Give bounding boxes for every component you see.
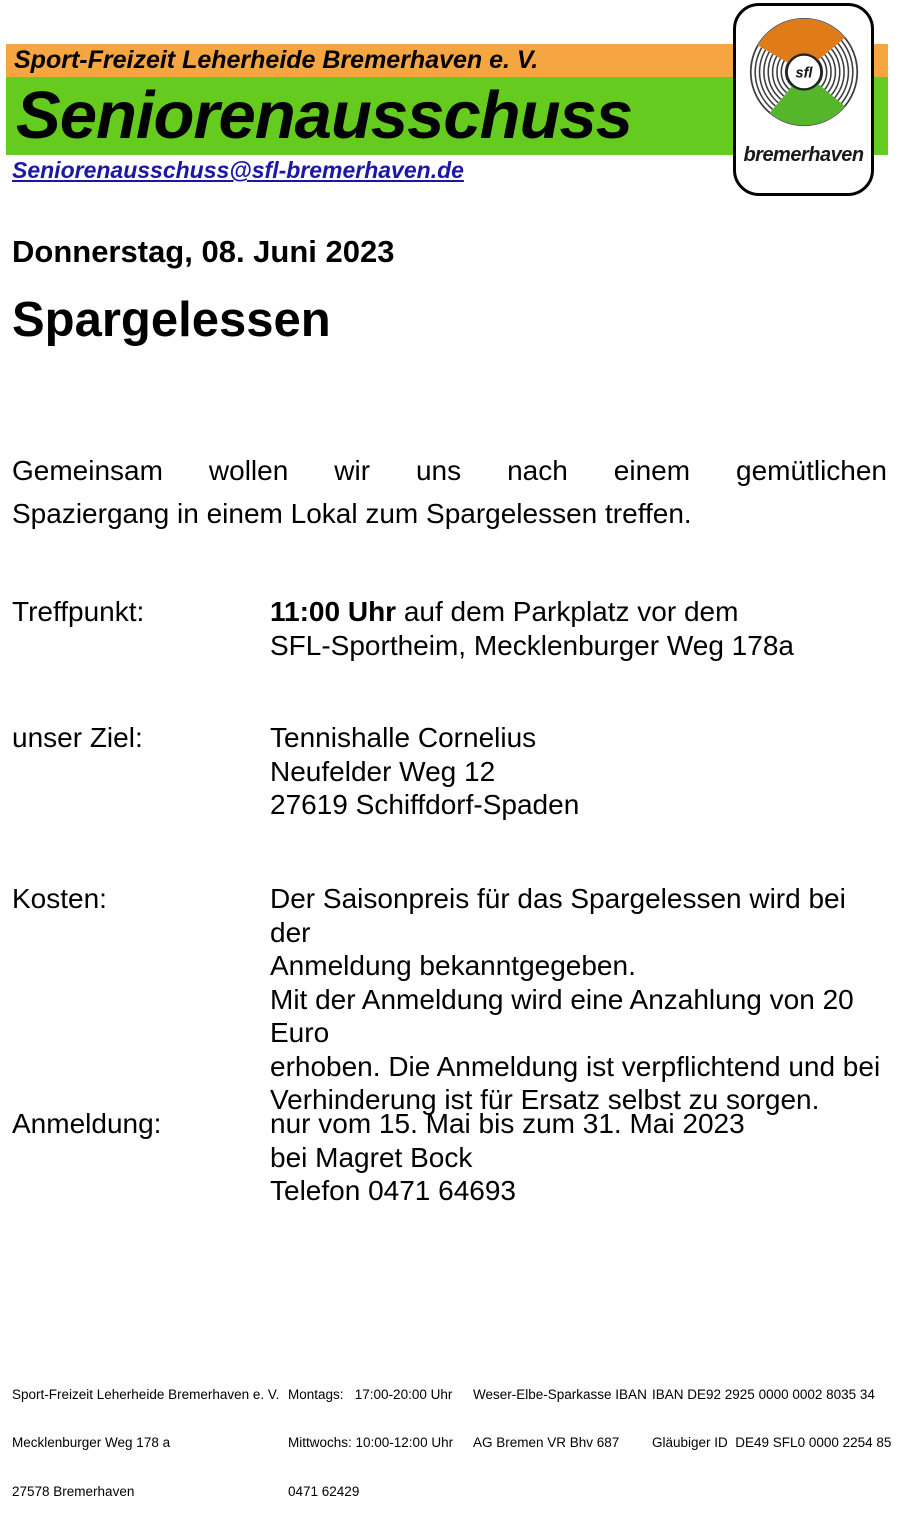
section-treffpunkt [12,595,887,662]
content-line: erhoben. Die Anmeldung ist verpflichtend und bei [270,1050,881,1082]
intro-paragraph [12,449,887,535]
section-content [270,721,887,822]
footer-line: Weser-Elbe-Sparkasse IBAN [473,1386,647,1402]
content-line: Tennishalle Cornelius [270,722,537,753]
footer-line: 27578 Bremerhaven [12,1484,135,1500]
meeting-time: 11:00 Uhr [270,596,397,627]
footer-line: IBAN DE92 2925 0000 0002 8035 34 [652,1386,875,1402]
section-anmeldung [12,1107,887,1208]
content-line: 27619 Schiffdorf-Spaden [270,789,580,820]
section-ziel [12,721,887,822]
intro-line-1: Gemeinsam wollen wir uns nach einem gemütlichen [12,455,887,486]
intro-line-2: Spaziergang in einem Lokal zum Spargelessen treffen. [12,498,692,529]
content-line: Anmeldung bekanntgegeben. [270,950,636,981]
section-content [270,882,887,1117]
section-kosten [12,882,887,1117]
footer-line: Montags: 17:00-20:00 Uhr [288,1386,453,1402]
footer-col-hours [288,1354,453,1533]
section-label: Treffpunkt: [12,596,145,627]
logo-city: bremerhaven [743,144,864,166]
section-content [270,595,887,662]
footer-line: Gläubiger ID DE49 SFL0 0000 2254 85 [652,1435,892,1451]
section-label: unser Ziel: [12,722,143,753]
footer-col-iban [652,1354,891,1484]
footer-line: Sport-Freizeit Leherheide Bremerhaven e. V. [12,1386,280,1402]
footer-line: 0471 62429 [288,1484,360,1500]
org-name: Sport-Freizeit Leherheide Bremerhaven e. V. [14,46,539,74]
club-logo [733,3,874,196]
committee-title: Seniorenausschuss [16,78,633,153]
content-line: Der Saisonpreis für das Spargelessen wird bei der [270,883,846,948]
meeting-place: auf dem Parkplatz vor dem [396,596,739,627]
footer-col-address [12,1354,279,1533]
event-title: Spargelessen [12,293,331,347]
footer-line: AG Bremen VR Bhv 687 [473,1435,620,1451]
email-link[interactable]: Seniorenausschuss@sfl-bremerhaven.de [12,157,464,183]
section-content [270,1107,887,1208]
section-label: Kosten: [12,883,107,914]
footer-col-bank [473,1354,647,1484]
content-line: Neufelder Weg 12 [270,755,496,787]
content-line: nur vom 15. Mai bis zum 31. Mai 2023 [270,1108,745,1139]
content-line: Mit der Anmeldung wird eine Anzahlung von 20 Euro [270,983,854,1048]
content-line: Telefon 0471 64693 [270,1175,516,1206]
section-label: Anmeldung: [12,1108,162,1139]
content-line: Verhinderung ist für Ersatz selbst zu sorgen. [270,1084,820,1115]
content-line: bei Magret Bock [270,1141,473,1173]
content-line [270,595,887,629]
logo-abbr: sfl [795,65,812,82]
footer-line: Mecklenburger Weg 178 a [12,1435,171,1451]
event-date: Donnerstag, 08. Juni 2023 [12,234,395,269]
footer-line: Mittwochs: 10:00-12:00 Uhr [288,1435,454,1451]
club-logo-swirl-icon [746,14,862,130]
content-line: SFL-Sportheim, Mecklenburger Weg 178a [270,629,794,661]
